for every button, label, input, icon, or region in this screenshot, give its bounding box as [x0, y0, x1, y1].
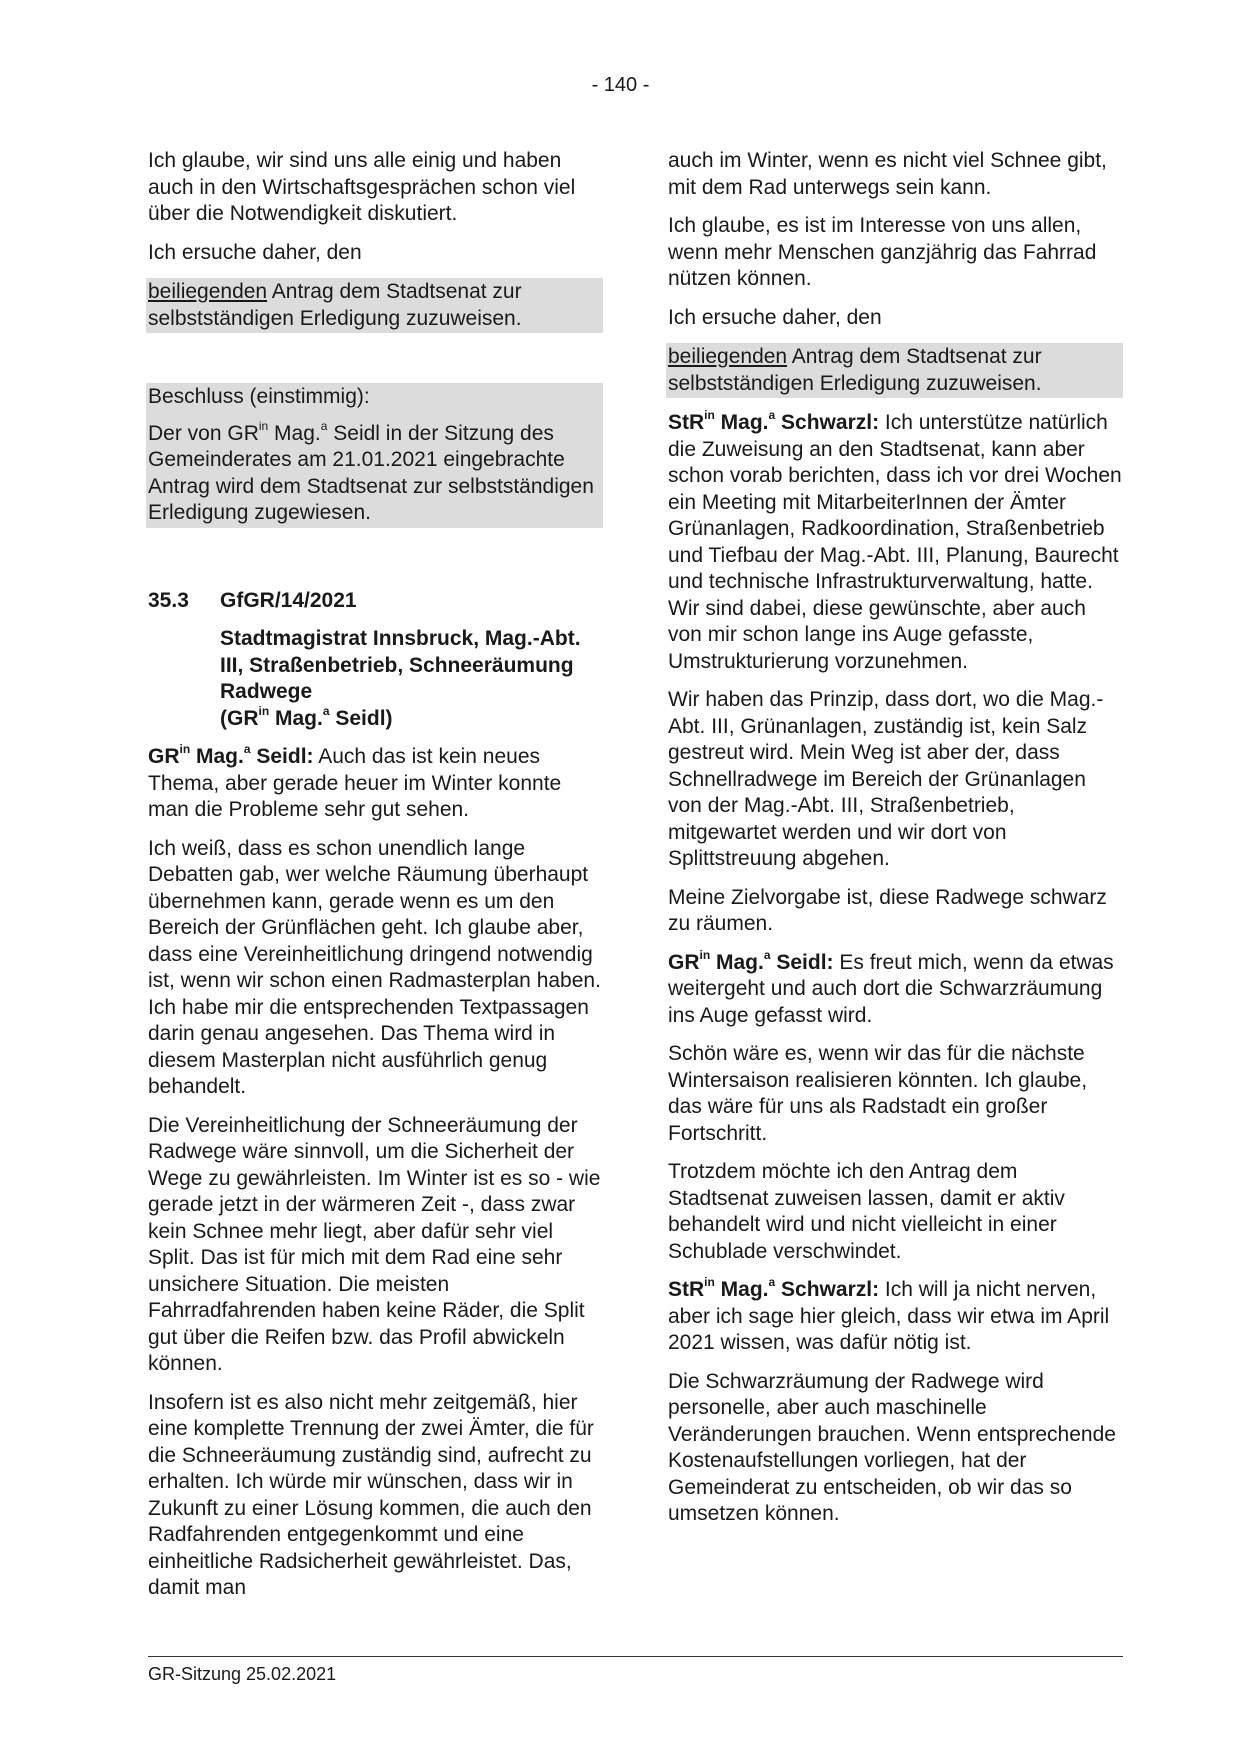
motion-box [146, 278, 603, 333]
footer-text: GR-Sitzung 25.02.2021 [148, 1664, 337, 1684]
resolution-box [146, 383, 603, 528]
speaker-paragraph: StR$^{in}$ Mag.$^a$ Schwarzl: Ich unterstütze natürlich die Zuweisung an den Stadtsenat, kann aber schon vorab berichten, dass ich vor drei Wochen ein Meeting mit MitarbeiterInnen der Ämter Grünanlagen, Radkoordination, Straßenbetrieb und Tiefbau der Mag.-Abt. III, Planung, Baurecht und technische Infrastrukturverwaltung, hatte. Wir sind dabei, diese gewünschte, aber auch von mir schon lange ins Auge gefasste, Umstrukturierung vorzunehmen. [668, 408, 1122, 673]
speaker-paragraph: $GR^{in}$ Mag.$^a$ Seidl: Es freut mich, wenn da etwas weitergeht und auch dort die Schwarzräumung ins Auge gefasst wird. [668, 947, 1114, 1027]
paragraph: Ich glaube, wir sind uns alle einig und haben auch in den Wirtschaftsgesprächen schon viel über die Notwendigkeit diskutiert. [148, 149, 576, 225]
paragraph: auch im Winter, wenn es nicht viel Schnee gibt, mit dem Rad unterwegs sein kann. [668, 149, 1107, 199]
motion-box [666, 343, 1123, 398]
right-column [668, 148, 1123, 1540]
motion-underlined: beiliegenden [148, 280, 268, 303]
item-number: 35.3 [148, 588, 189, 612]
page-number: - 140 - [591, 74, 650, 96]
speaker-paragraph: $GR^{in}$ Mag.$^a$ Seidl: Auch das ist kein neues Thema, aber gerade heuer im Winter konnte man die Probleme sehr gut sehen. [148, 742, 562, 821]
paragraph: Ich ersuche daher, den [148, 240, 362, 264]
speaker-paragraph: StR$^{in}$ Mag.$^a$ Schwarzl: Ich will ja nicht nerven, aber ich sage hier gleich, dass wir etwa im April 2021 wissen, was dafür nötig ist. [668, 1275, 1110, 1354]
paragraph: Die Vereinheitlichung der Schneeräumung der Radwege wäre sinnvoll, um die Sicherheit der Wege zu gewährleisten. Im Winter ist es so - wie gerade jetzt in der wärmeren Zeit -, dass zwar kein Schnee mehr liegt, aber dafür sehr viel Split. Das ist für mich mit dem Rad eine sehr unsichere Situation. Die meisten Fahrradfahrenden haben keine Räder, die Split gut über die Reifen bzw. das Profil abwickeln können. [148, 1113, 601, 1375]
item-heading [148, 588, 603, 615]
motion-text: Antrag dem Stadtsenat zur selbstständigen Erledigung zuzuweisen. [668, 345, 1042, 395]
paragraph: Ich glaube, es ist im Interesse von uns allen, wenn mehr Menschen ganzjährig das Fahrrad nützen können. [668, 214, 1097, 290]
paragraph: Trotzdem möchte ich den Antrag dem Stadtsenat zuweisen lassen, damit er aktiv behandelt wird und nicht vielleicht in einer Schublade verschwindet. [668, 1160, 1065, 1263]
footer-divider [148, 1656, 1123, 1657]
motion-text: Antrag dem Stadtsenat zur selbstständigen Erledigung zuzuweisen. [148, 280, 522, 330]
paragraph: Ich weiß, dass es schon unendlich lange Debatten gab, wer welche Räumung überhaupt übernehmen kann, gerade wenn es um den Bereich der Grünflächen geht. Ich glaube aber, dass eine Vereinheitlichung dringend notwendig ist, wenn wir schon einen Radmasterplan haben. Ich habe mir die entsprechenden Textpassagen darin genau angesehen. Das Thema wird in diesem Masterplan nicht ausführlich genug behandelt. [148, 836, 601, 1098]
left-column [148, 148, 603, 1614]
paragraph: Ich ersuche daher, den [668, 305, 882, 329]
paragraph: Schön wäre es, wenn wir das für die nächste Wintersaison realisieren könnten. Ich glaube, das wäre für uns als Radstadt ein großer Fortschritt. [668, 1042, 1088, 1145]
paragraph: Meine Zielvorgabe ist, diese Radwege schwarz zu räumen. [668, 885, 1107, 935]
paragraph: Insofern ist es also nicht mehr zeitgemäß, hier eine komplette Trennung der zwei Ämter, die für die Schneeräumung zuständig sind, aufrecht zu erhalten. Ich würde mir wünschen, dass wir in Zukunft zu einer Lösung kommen, die auch den Radfahrenden entgegenkommt und eine einheitliche Radsicherheit gewährleistet. Das, damit man [148, 1390, 594, 1599]
paragraph: Wir haben das Prinzip, dass dort, wo die Mag.-Abt. III, Grünanlagen, zuständig ist, kein Salz gestreut wird. Mein Weg ist aber der, dass Schnellradwege im Bereich der Grünanlagen von der Mag.-Abt. III, Straßenbetrieb, mitgewartet werden und wir dort von Splittstreuung abgehen. [668, 688, 1104, 870]
item-title: Stadtmagistrat Innsbruck, Mag.-Abt. III, Straßenbetrieb, Schneeräumung Radwege ($GR^{in}$ Mag.$^a$ Seidl) [220, 626, 603, 732]
item-author: ($GR^{in}$ Mag.$^a$ Seidl) [220, 703, 393, 730]
paragraph: Die Schwarzräumung der Radwege wird personelle, aber auch maschinelle Veränderungen brauchen. Wenn entsprechende Kostenaufstellungen vorliegen, hat der Gemeinderat zu entscheiden, ob wir das so umsetzen können. [668, 1369, 1116, 1525]
item-code: GfGR/14/2021 [220, 588, 357, 612]
resolution-text: Der von $GR^{in}$ Mag.$^a$ Seidl in der Sitzung des Gemeinderates am 21.01.2021 eingebrachte Antrag wird dem Stadtsenat zur selbstständigen Erledigung zugewiesen. [148, 418, 594, 524]
resolution-title: Beschluss (einstimmig): [148, 385, 370, 408]
motion-underlined: beiliegenden [668, 345, 788, 368]
